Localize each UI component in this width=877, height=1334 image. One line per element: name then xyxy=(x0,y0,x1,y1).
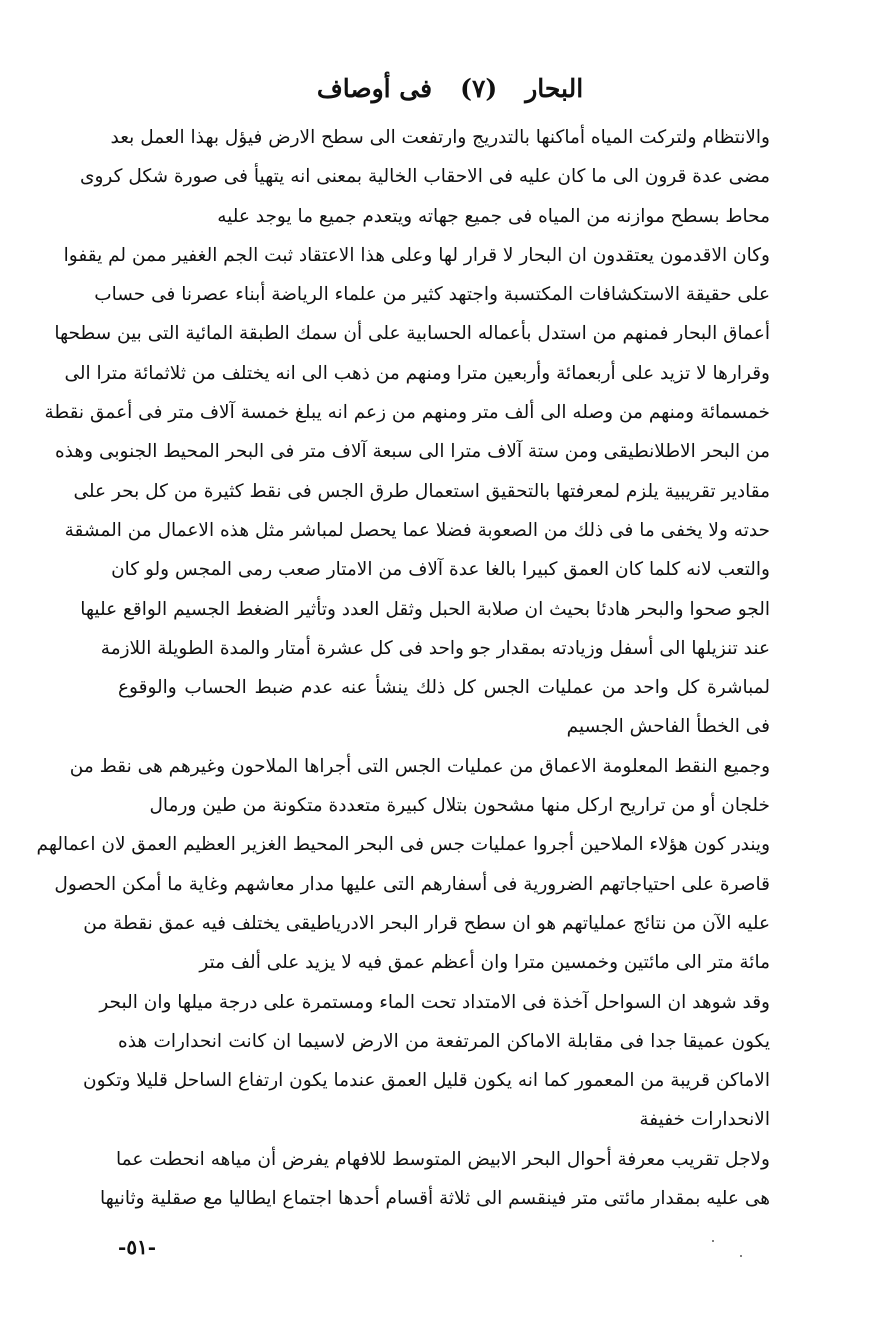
text-line: عليه الآن من نتائج عملياتهم هو ان سطح قرار البحر الادرياطيقى يختلف فيه عمق نقطة من xyxy=(83,912,770,934)
running-header xyxy=(300,68,600,108)
text-line: مضى عدة قرون الى ما كان عليه فى الاحقاب الخالية بمعنى انه يتهيأ فى صورة شكل كروى xyxy=(80,166,770,188)
text-line: ولاجل تقريب معرفة أحوال البحر الابيض المتوسط للافهام يفرض أن مياهه انحطت عما xyxy=(115,1148,770,1170)
text-line: محاط بسطح موازنه من المياه فى جميع جهاته ويتعدم جميع ما يوجد عليه xyxy=(217,205,770,227)
text-line: وكان الاقدمون يعتقدون ان البحار لا قرار لها وعلى هذا الاعتقاد ثبت الجم الغفير ممن لم يقفوا xyxy=(63,244,770,266)
text-line: مقادير تقريبية يلزم لمعرفتها بالتحقيق استعمال طرق الجس فى نقط كثيرة من كل بحر على xyxy=(73,480,770,502)
text-line: من البحر الاطلانطيقى ومن ستة آلاف مترا الى سبعة آلاف متر فى البحر المحيط الجنوبى وهذه xyxy=(54,441,770,463)
text-line: الاماكن قريبة من المعمور كما انه يكون قليل العمق عندما يكون ارتفاع الساحل قليلا وتكون xyxy=(82,1070,770,1092)
text-line: عند تنزيلها الى أسفل وزيادته بمقدار جو واحد فى كل عشرة أمتار والمدة الطويلة اللازمة xyxy=(100,637,770,659)
scan-speck xyxy=(740,1255,742,1257)
text-line: خلجان أو من تراريح اركل منها مشحون بتلال كبيرة متعددة متكونة من طين ورمال xyxy=(149,795,770,817)
text-line: يكون عميقا جدا فى مقابلة الاماكن المرتفعة من الارض لاسيما ان كانت انحدارات هذه xyxy=(118,1030,770,1052)
text-line: ويندر كون هؤلاء الملاحين أجروا عمليات جس فى البحر المحيط الغزير العظيم العمق لان اعمالهم xyxy=(36,834,770,856)
text-line: والتعب لانه كلما كان العمق كبيرا بالغا عدة آلاف من الامتار صعب رمى المجس ولو كان xyxy=(111,559,770,581)
text-line: على حقيقة الاستكشافات المكتسبة واجتهد كثير من علماء الرياضة أبناء عصرنا فى حساب xyxy=(94,284,770,306)
text-line: قاصرة على احتياجاتهم الضرورية فى أسفارهم التى عليها مدار معاشهم وغاية ما أمكن الحصول xyxy=(54,873,770,895)
text-line: لمباشرة كل واحد من عمليات الجس كل ذلك ينشأ عنه عدم ضبط الحساب والوقوع xyxy=(118,677,770,699)
text-line: خمسمائة ومنهم من وصله الى ألف متر ومنهم من زعم انه يبلغ خمسة آلاف متر فى أعمق نقطة xyxy=(44,402,770,424)
page-number-footer: -٥١- xyxy=(118,1235,157,1259)
text-line: وقرارها لا تزيد على أربعمائة وأربعين مترا ومنهم من ذهب الى انه يختلف من ثلاثمائة مترا الى xyxy=(64,362,770,384)
text-line: الجو صحوا والبحر هادئا بحيث ان صلابة الحبل وثقل العدد وتأثير الضغط الجسيم الواقع عليها xyxy=(80,598,770,620)
header-right-word: البحار xyxy=(525,73,584,103)
text-line: مائة متر الى مائتين وخمسين مترا وان أعظم عمق فيه لا يزيد على ألف متر xyxy=(199,952,770,974)
text-line: هى عليه بمقدار مائتى متر فينقسم الى ثلاثة أقسام أحدها اجتماع ايطاليا مع صقلية وثانيها xyxy=(100,1188,770,1210)
text-line: وقد شوهد ان السواحل آخذة فى الامتداد تحت الماء ومستمرة على درجة ميلها وان البحر xyxy=(99,991,770,1013)
header-left-word: فى أوصاف xyxy=(316,73,433,103)
text-line: الانحدارات خفيفة xyxy=(639,1109,770,1131)
text-line: والانتظام ولتركت المياه أماكنها بالتدريج وارتفعت الى سطح الارض فيؤل بهذا العمل بعد xyxy=(110,127,770,148)
text-line: فى الخطأ الفاحش الجسيم xyxy=(566,716,770,738)
text-line: أعماق البحار فمنهم من استدل بأعماله الحسابية على أن سمك الطبقة المائية التى بين سطحها xyxy=(54,323,770,345)
body-text xyxy=(36,118,770,1218)
text-line: وجميع النقط المعلومة الاعماق من عمليات الجس التى أجراها الملاحون وغيرهم هى نقط من xyxy=(69,755,770,777)
text-line: حدته ولا يخفى ما فى ذلك من الصعوبة فضلا عما يحصل لمباشر مثل هذه الاعمال من المشقة xyxy=(64,519,770,541)
scan-speck xyxy=(712,1240,714,1242)
header-page-number: (٧) xyxy=(460,73,498,103)
